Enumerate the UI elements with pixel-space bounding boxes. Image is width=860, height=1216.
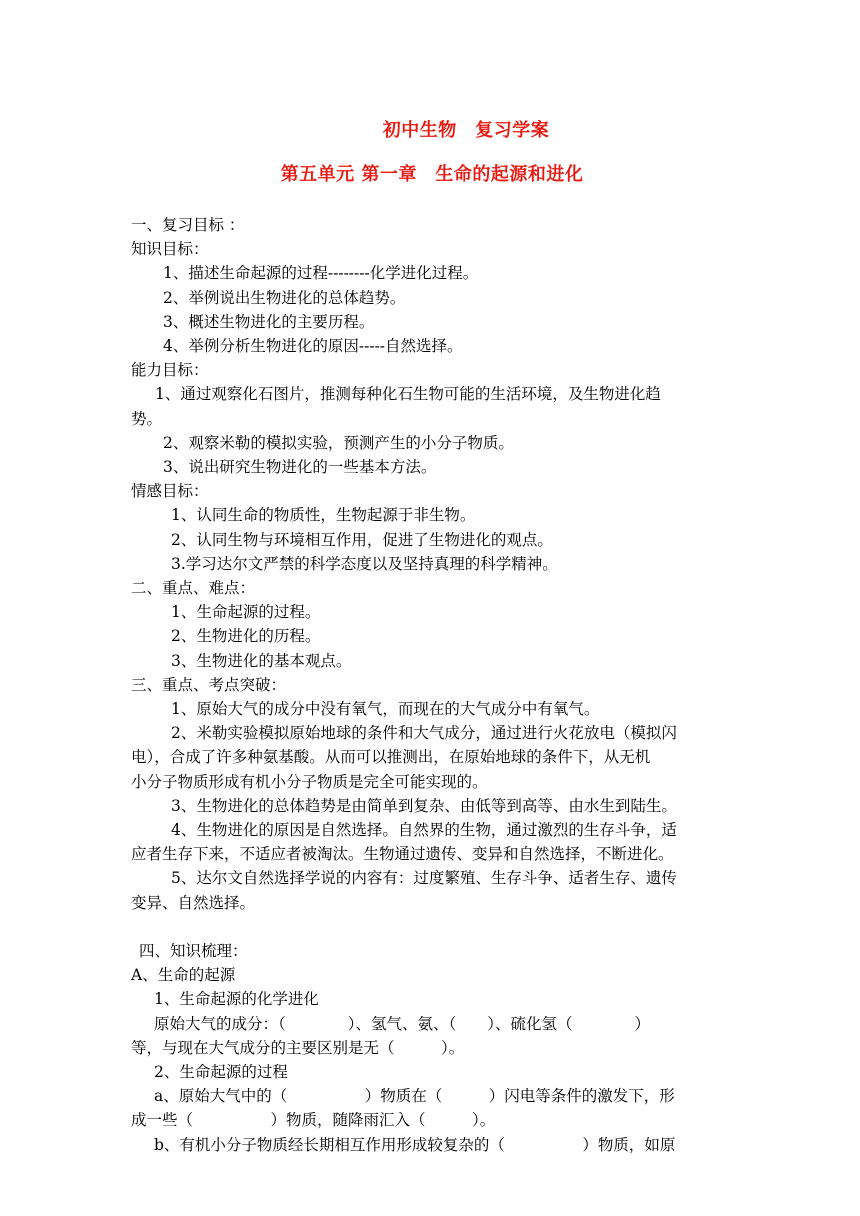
section-heading-key-points: 二、重点、难点： [131, 579, 256, 598]
breakthrough-2-line2: 电），合成了许多种氨基酸。从而可以推测出，在原始地球的条件下，从无机 [131, 748, 651, 767]
breakthrough-4-line2: 应者生存下来，不适应者被淘汰。生物通过遗传、变异和自然选择，不断进化。 [131, 845, 674, 864]
knowledge-goal-2: 2、举例说出生物进化的总体趋势。 [163, 288, 406, 307]
section-heading-breakthrough: 三、重点、考点突破： [131, 675, 287, 694]
spacer [131, 915, 732, 939]
ability-goals-label: 能力目标： [131, 361, 209, 380]
section-heading-review-goals: 一、复习目标 ： [131, 216, 245, 234]
topic-origin-process: 2、生命起源的过程 [154, 1062, 288, 1081]
primitive-atmosphere-line1: 原始大气的成分：（ ）、氢气、氨、（ ）、硫化氢（ ） [154, 1014, 651, 1033]
process-b-line1: b、有机小分子物质经长期相互作用形成较复杂的（ ）物质，如原 [154, 1135, 676, 1154]
subsection-origin-of-life: A、生命的起源 [131, 966, 236, 985]
breakthrough-2-line1: 2、米勒实验模拟原始地球的条件和大气成分，通过进行火花放电（模拟闪 [171, 724, 677, 743]
document-title: 初中生物 复习学案 [382, 120, 550, 141]
key-point-1: 1、生命起源的过程。 [171, 603, 321, 622]
section-heading-knowledge-review: 四、知识梳理： [139, 941, 248, 960]
breakthrough-4-line1: 4、生物进化的原因是自然选择。自然界的生物，通过激烈的生存斗争，适 [171, 821, 677, 840]
topic-chemical-evolution: 1、生命起源的化学进化 [154, 990, 319, 1009]
knowledge-goal-3: 3、概述生物进化的主要历程。 [163, 312, 375, 331]
document-body [131, 213, 732, 1157]
ability-goal-2: 2、观察米勒的模拟实验，预测产生的小分子物质。 [163, 433, 514, 452]
process-a-line1: a、原始大气中的（ ）物质在（ ）闪电等条件的激发下，形 [154, 1087, 675, 1106]
ability-goal-1-line2: 势。 [131, 409, 163, 428]
ability-goal-1-line1: 1、通过观察化石图片，推测每种化石生物可能的生活环境，及生物进化趋 [155, 385, 661, 404]
knowledge-goals-label: 知识目标： [131, 240, 209, 259]
breakthrough-5-line2: 变异、自然选择。 [131, 893, 256, 912]
key-point-2: 2、生物进化的历程。 [171, 627, 321, 646]
breakthrough-1: 1、原始大气的成分中没有氧气，而现在的大气成分中有氧气。 [171, 700, 600, 719]
key-point-3: 3、生物进化的基本观点。 [171, 651, 352, 670]
breakthrough-2-line3: 小分子物质形成有机小分子物质是完全可能实现的。 [131, 772, 488, 791]
emotion-goals-label: 情感目标： [131, 482, 209, 501]
document-subtitle: 第五单元 第一章 生命的起源和进化 [280, 164, 584, 185]
emotion-goal-2: 2、认同生物与环境相互作用，促进了生物进化的观点。 [171, 530, 553, 549]
emotion-goal-3: 3.学习达尔文严禁的科学态度以及坚持真理的科学精神。 [171, 554, 558, 573]
knowledge-goal-4: 4、举例分析生物进化的原因-----自然选择。 [163, 337, 463, 356]
breakthrough-3: 3、生物进化的总体趋势是由简单到复杂、由低等到高等、由水生到陆生。 [171, 796, 677, 815]
primitive-atmosphere-line2: 等，与现在大气成分的主要区别是无（ ）。 [131, 1038, 465, 1057]
knowledge-goal-1: 1、描述生命起源的过程--------化学进化过程。 [163, 264, 479, 283]
process-a-line2: 成一些（ ）物质，随降雨汇入（ ）。 [131, 1111, 496, 1130]
breakthrough-5-line1: 5、达尔文自然选择学说的内容有：过度繁殖、生存斗争、适者生存、遗传 [171, 869, 677, 888]
ability-goal-3: 3、说出研究生物进化的一些基本方法。 [163, 458, 437, 477]
emotion-goal-1: 1、认同生命的物质性，生物起源于非生物。 [171, 506, 476, 525]
